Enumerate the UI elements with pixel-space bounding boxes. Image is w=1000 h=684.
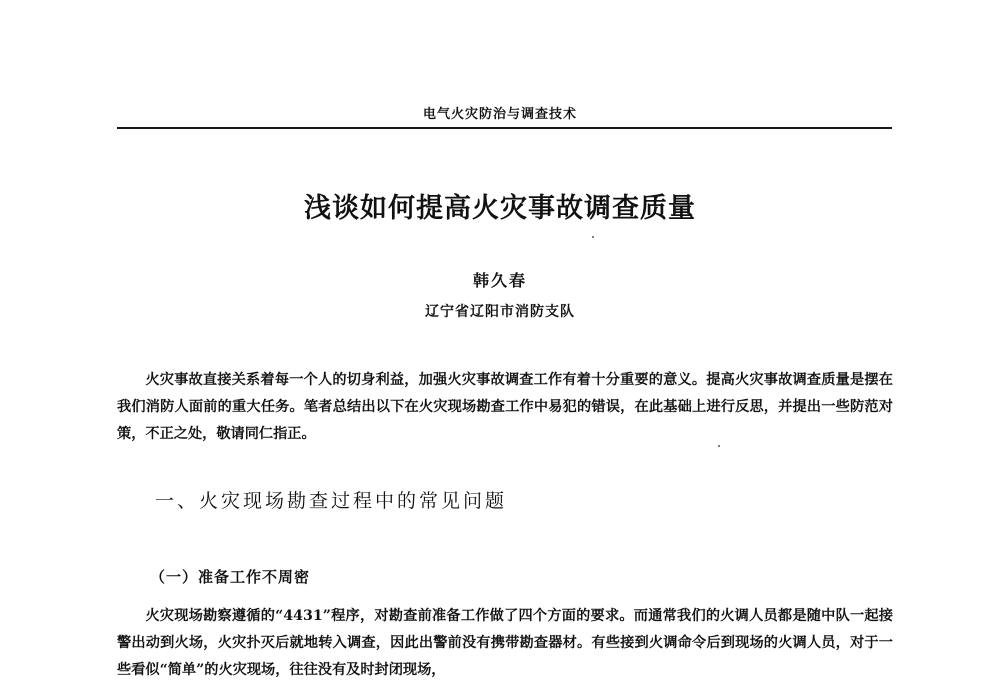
section-heading: 一、火灾现场勘查过程中的常见问题 — [155, 490, 508, 512]
header-divider — [117, 127, 892, 129]
article-affiliation: 辽宁省辽阳市消防支队 — [425, 304, 575, 320]
article-author: 韩久春 — [472, 271, 527, 290]
abstract-paragraph: 火灾事故直接关系着每一个人的切身利益，加强火灾事故调查工作有着十分重要的意义。提高火灾事故调查质量是摆在我们消防人面前的重大任务。笔者总结出以下在火灾现场勘查工作中易犯的错误，在此基础上进行反思，并提出一些防范对策，不正之处，敬请同仁指正。 — [117, 372, 893, 442]
scan-speck — [592, 236, 594, 238]
subsection-heading: （一）准备工作不周密 — [150, 568, 311, 586]
running-header: 电气火灾防治与调查技术 — [422, 107, 577, 122]
article-title: 浅谈如何提高火灾事故调查质量 — [304, 193, 696, 224]
body-paragraph: 火灾现场勘察遵循的“4431”程序，对勘查前准备工作做了四个方面的要求。而通常我们的火调人员都是随中队一起接警出动到火场，火灾扑灭后就地转入调查，因此出警前没有携带勘查器材。有些接到火调命令后到现场的火调人员，对于一些看似“简单”的火灾现场，往往没有及时封闭现场， — [117, 608, 893, 678]
scan-speck — [718, 445, 720, 447]
